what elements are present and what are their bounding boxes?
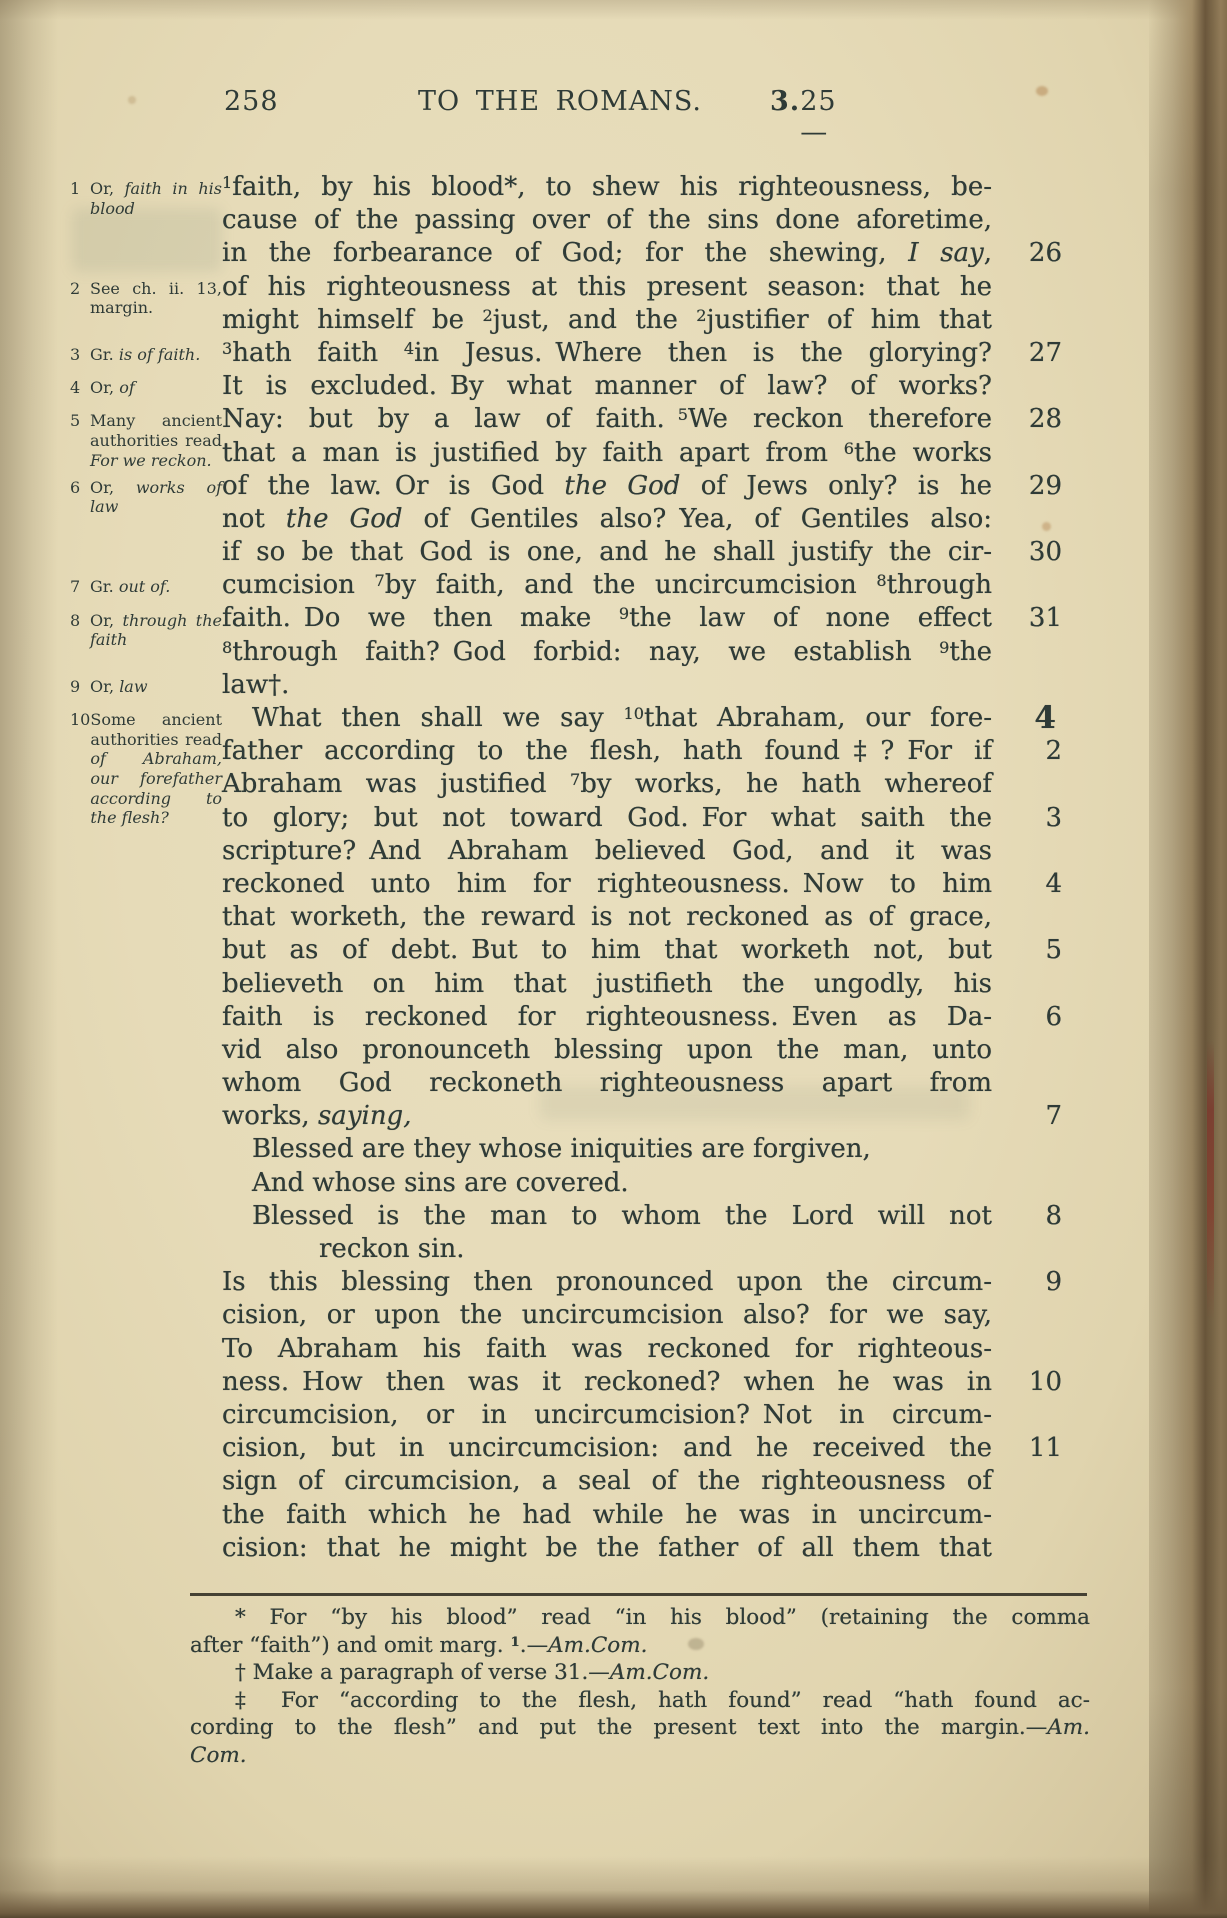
- text-segment: vid also pronounceth blessing upon the man, unto: [222, 1034, 992, 1065]
- margin-note: [70, 611, 222, 650]
- text-segment: law: [119, 677, 148, 696]
- page-number: 258: [224, 86, 279, 117]
- text-line: [222, 602, 1062, 635]
- text-segment: father according to the flesh, hath found‡? For if: [222, 736, 992, 767]
- text-segment: Nay: but by a law of faith.: [222, 404, 678, 435]
- text-segment: It is excluded. By what manner of law? of works?: [222, 371, 992, 402]
- text-segment: might himself be: [222, 304, 483, 335]
- text-line: [222, 304, 992, 337]
- text-segment: Blessed are they whose iniquities are forgiven,: [252, 1134, 871, 1165]
- text-segment: cision, or upon the uncircumcision also? for we say,: [222, 1300, 992, 1331]
- text-line: [222, 768, 992, 801]
- text-line: [222, 1499, 992, 1532]
- verse-number: 5: [1045, 935, 1062, 966]
- reference-verses: 25—: [800, 86, 837, 148]
- text-segment: scripture? And Abraham believed God, and it was: [222, 835, 992, 866]
- text-segment: Gr.: [90, 345, 119, 364]
- text-segment: if so be that God is one, and he shall justify the cir-: [222, 537, 992, 568]
- verse-number: 3: [1045, 802, 1062, 833]
- text-segment: Am.Com.: [548, 1632, 648, 1658]
- text-line: [222, 1266, 1062, 1299]
- text-segment: believeth on him that justifieth the ungodly, his: [222, 968, 992, 999]
- text-segment: Or,: [90, 378, 120, 398]
- text-segment: cause of the passing over of the sins done aforetime,: [222, 205, 992, 236]
- margin-note-text: [90, 378, 222, 398]
- verse-number: 2: [1045, 736, 1062, 767]
- text-line: [222, 1299, 992, 1332]
- text-segment: that Abraham, our fore-: [644, 703, 992, 733]
- margin-note: [70, 411, 222, 470]
- text-line: [222, 1333, 992, 1366]
- text-line: [222, 868, 1062, 901]
- text-segment: the faith which he had while he was in uncircum-: [222, 1499, 992, 1530]
- text-segment: works of law: [90, 477, 222, 517]
- margin-note: [70, 345, 222, 365]
- text-segment: Com.: [190, 1742, 247, 1768]
- text-segment: * For “by his blood” read “in his blood” (retaining the comma: [235, 1605, 1090, 1630]
- verse-number: 4: [1045, 868, 1062, 899]
- text-line: [222, 171, 992, 204]
- text-line: [222, 403, 1062, 436]
- margin-note-text: [90, 279, 222, 318]
- text-segment: ness. How then was it reckoned? when he was in: [222, 1366, 992, 1397]
- text-segment: 5: [677, 405, 688, 425]
- running-title: TO THE ROMANS.: [418, 86, 702, 117]
- text-segment: † Make a paragraph of verse 31.—: [235, 1660, 610, 1686]
- text-line: [222, 735, 1062, 768]
- text-line: [222, 536, 1062, 569]
- margin-note-number: 2: [70, 278, 81, 298]
- text-line: [222, 1432, 1062, 1465]
- text-segment: faith in his blood: [90, 179, 222, 218]
- text-segment: by faith, and the uncircumcision: [384, 570, 877, 601]
- footnotes-block: [190, 1604, 1090, 1770]
- footnote-line: [190, 1687, 1090, 1715]
- text-segment: 10: [623, 703, 645, 723]
- text-segment: We reckon therefore: [687, 404, 992, 435]
- margin-note-text: [90, 411, 222, 470]
- text-segment: Is this blessing then pronounced upon the circum-: [222, 1267, 992, 1298]
- text-line: [222, 1465, 992, 1498]
- footnote-divider-rule: [190, 1593, 1087, 1596]
- text-segment: ,: [983, 238, 992, 269]
- text-segment: whom God reckoneth righteousness apart from: [222, 1068, 992, 1099]
- text-segment: works,: [222, 1101, 318, 1132]
- text-segment: through the faith: [90, 610, 222, 650]
- text-segment: faith is reckoned for righteousness. Even as Da-: [222, 1001, 992, 1032]
- scripture-text-column: [222, 171, 1062, 1565]
- verse-number: 30: [1028, 537, 1062, 568]
- text-line: [222, 968, 992, 1001]
- text-line: [222, 569, 992, 602]
- text-segment: Or,: [90, 677, 120, 696]
- text-segment: reckoned unto him for righteousness. Now to him: [222, 868, 992, 899]
- text-segment: I say: [908, 238, 984, 269]
- page-blemish: [128, 96, 136, 104]
- margin-note-text: [90, 577, 222, 597]
- text-line: [222, 470, 1062, 503]
- text-line: [222, 802, 1062, 835]
- text-segment: 6: [843, 438, 855, 458]
- margin-note-number: 5: [70, 411, 81, 431]
- text-segment: 2: [696, 305, 707, 325]
- text-line: [222, 1233, 992, 1266]
- text-line: [222, 700, 1056, 736]
- verse-number: 6: [1045, 1001, 1062, 1032]
- text-segment: ‡ For “according to the flesh, hath found” read “hath found ac-: [235, 1687, 1090, 1713]
- margin-note: [70, 710, 222, 828]
- text-segment: 9: [939, 637, 950, 657]
- text-segment: by works, he hath whereof: [580, 769, 992, 800]
- margin-note: [70, 378, 222, 398]
- text-line: [222, 1399, 992, 1432]
- text-segment: cision, but in uncircumcision: and he received the: [222, 1433, 992, 1464]
- text-line: [222, 337, 1062, 370]
- text-segment: What then shall we say: [252, 703, 624, 733]
- text-segment: And whose sins are covered.: [252, 1167, 629, 1198]
- text-line: [222, 204, 992, 237]
- margin-note-number: 7: [70, 577, 81, 597]
- reference-chapter: 3.: [770, 86, 801, 117]
- text-segment: reckon sin.: [319, 1234, 465, 1264]
- footnote-line: [190, 1714, 1090, 1742]
- text-line: [222, 503, 992, 536]
- text-line: [222, 1200, 1062, 1233]
- margin-note: [70, 677, 222, 697]
- text-segment: in Jesus. Where then is the glorying?: [414, 337, 992, 368]
- page-edge-top: [0, 0, 1227, 20]
- verse-number: 7: [1045, 1101, 1062, 1132]
- footnote-line: [190, 1659, 1090, 1687]
- verse-number: 31: [1028, 603, 1062, 634]
- text-segment: but as of debt. But to him that worketh not, but: [222, 935, 992, 966]
- footnote-line: [190, 1632, 1090, 1660]
- text-segment: that a man is justified by faith apart from: [222, 437, 844, 468]
- text-line: [222, 1167, 992, 1200]
- text-segment: 1: [222, 172, 233, 192]
- text-segment: the: [949, 636, 992, 667]
- text-segment: See ch. ii. 13, margin.: [90, 278, 222, 318]
- text-segment: just, and the: [492, 304, 697, 335]
- text-segment: faith, by his blood*, to shew his righteousness, be-: [232, 172, 992, 202]
- text-segment: through: [886, 570, 992, 601]
- text-segment: To Abraham his faith was reckoned for righteous-: [222, 1333, 992, 1364]
- margin-note-number: 10: [70, 710, 91, 730]
- text-segment: cumcision: [222, 570, 375, 601]
- margin-note-text: [90, 611, 222, 650]
- margin-note-text: [90, 345, 222, 365]
- text-segment: Abraham was justified: [222, 769, 570, 800]
- text-segment: of Abraham, our forefather according to the flesh?: [90, 749, 222, 828]
- text-segment: 2: [482, 305, 493, 325]
- text-line: [222, 934, 1062, 967]
- margin-note-number: 6: [70, 477, 81, 497]
- margin-note-number: 8: [70, 610, 81, 630]
- text-segment: out of.: [118, 577, 171, 597]
- text-segment: of the law. Or is God: [222, 470, 565, 501]
- text-segment: Am.Com.: [609, 1660, 710, 1686]
- margin-note: [70, 478, 222, 517]
- text-segment: Some ancient authorities read: [90, 710, 222, 749]
- text-segment: Or,: [90, 477, 136, 497]
- text-line: [222, 1133, 992, 1166]
- text-segment: 4: [403, 338, 415, 358]
- margin-note-number: 4: [70, 378, 81, 398]
- text-segment: faith. Do we then make: [222, 603, 619, 634]
- text-segment: law†.: [222, 669, 290, 700]
- text-segment: justifier of him that: [706, 304, 992, 335]
- text-segment: the God: [564, 470, 681, 501]
- margin-note-text: [90, 710, 222, 828]
- text-segment: is of faith.: [118, 345, 201, 364]
- text-segment: .—: [519, 1632, 549, 1658]
- footnote-line: [190, 1604, 1090, 1632]
- text-segment: through faith? God forbid: nay, we establish: [232, 636, 940, 667]
- text-segment: of Jews only? is he: [680, 470, 992, 501]
- text-line: [222, 1001, 1062, 1034]
- margin-note-number: 1: [70, 179, 81, 198]
- text-segment: Or,: [90, 179, 125, 198]
- margin-note-text: [90, 179, 222, 218]
- text-segment: after “faith”) and omit marg.: [190, 1632, 511, 1658]
- text-segment: 8: [222, 637, 233, 657]
- verse-number: 10: [1028, 1366, 1062, 1397]
- text-segment: Am.: [1047, 1715, 1090, 1741]
- verse-number: 8: [1045, 1200, 1062, 1231]
- text-segment: Many ancient authorities read: [90, 411, 222, 450]
- text-segment: not: [222, 503, 286, 534]
- text-segment: 7: [374, 571, 385, 590]
- page-edge-bottom: [0, 1856, 1227, 1918]
- text-segment: 7: [569, 770, 581, 790]
- text-segment: For we reckon.: [90, 450, 212, 470]
- page-edge-right: [1149, 0, 1227, 1918]
- verse-number: 11: [1028, 1433, 1062, 1464]
- text-segment: circumcision, or in uncircumcision? Not in circum-: [222, 1399, 992, 1430]
- verse-number: 28: [1028, 404, 1062, 435]
- chapter-number: 4: [1034, 700, 1056, 736]
- text-segment: the law of none effect: [629, 603, 992, 634]
- text-line: [222, 370, 992, 403]
- text-segment: sign of circumcision, a seal of the righteousness of: [222, 1466, 992, 1497]
- text-line: [222, 1067, 992, 1100]
- text-line: [222, 636, 992, 669]
- text-line: [222, 271, 992, 304]
- text-segment: 3: [222, 338, 233, 358]
- margin-note-text: [90, 478, 222, 517]
- text-line: [222, 1034, 992, 1067]
- verse-number: 27: [1028, 337, 1062, 368]
- text-line: [222, 1532, 992, 1565]
- text-segment: 8: [876, 571, 887, 590]
- text-segment: Or,: [90, 610, 123, 630]
- verse-number: 29: [1028, 470, 1062, 501]
- text-segment: 9: [618, 604, 630, 624]
- text-segment: cording to the flesh” and put the present text into the margin.—: [190, 1715, 1048, 1741]
- verse-number: 26: [1028, 238, 1062, 269]
- margin-note: [70, 179, 222, 218]
- text-segment: saying,: [317, 1101, 412, 1132]
- verse-number: 9: [1045, 1267, 1062, 1298]
- page-blemish: [1036, 86, 1048, 96]
- text-segment: cision: that he might be the father of all them that: [222, 1532, 992, 1563]
- text-segment: Gr.: [90, 577, 119, 597]
- page-blemish: [1042, 522, 1051, 531]
- text-segment: of: [119, 378, 135, 398]
- page-edge-accent: [1207, 1040, 1214, 1320]
- margin-note-number: 9: [70, 677, 81, 696]
- footnote-line: [190, 1742, 1090, 1770]
- text-segment: the works: [854, 437, 993, 468]
- text-segment: to glory; but not toward God. For what saith the: [222, 802, 992, 833]
- chapter-verse-reference: [770, 86, 837, 148]
- text-segment: that worketh, the reward is not reckoned as of grace,: [222, 902, 992, 933]
- text-line: [222, 437, 992, 470]
- text-segment: 1: [510, 1633, 520, 1650]
- text-segment: of his righteousness at this present season: that he: [222, 271, 992, 302]
- page-edge-left: [0, 0, 58, 1918]
- margin-note: [70, 577, 222, 597]
- text-segment: Blessed is the man to whom the Lord will not: [252, 1200, 992, 1231]
- text-line: [222, 237, 1062, 270]
- text-line: [222, 835, 992, 868]
- margin-note-text: [90, 677, 222, 697]
- text-segment: of Gentiles also? Yea, of Gentiles also:: [402, 503, 992, 534]
- text-line: [222, 901, 992, 934]
- margin-note: [70, 279, 222, 318]
- text-line: [222, 1100, 1062, 1133]
- text-line: [222, 669, 992, 702]
- text-line: [222, 1366, 1062, 1399]
- text-segment: the God: [285, 503, 403, 534]
- text-segment: in the forbearance of God; for the shewing,: [222, 238, 909, 269]
- text-segment: hath faith: [232, 337, 404, 368]
- margin-note-number: 3: [70, 345, 81, 364]
